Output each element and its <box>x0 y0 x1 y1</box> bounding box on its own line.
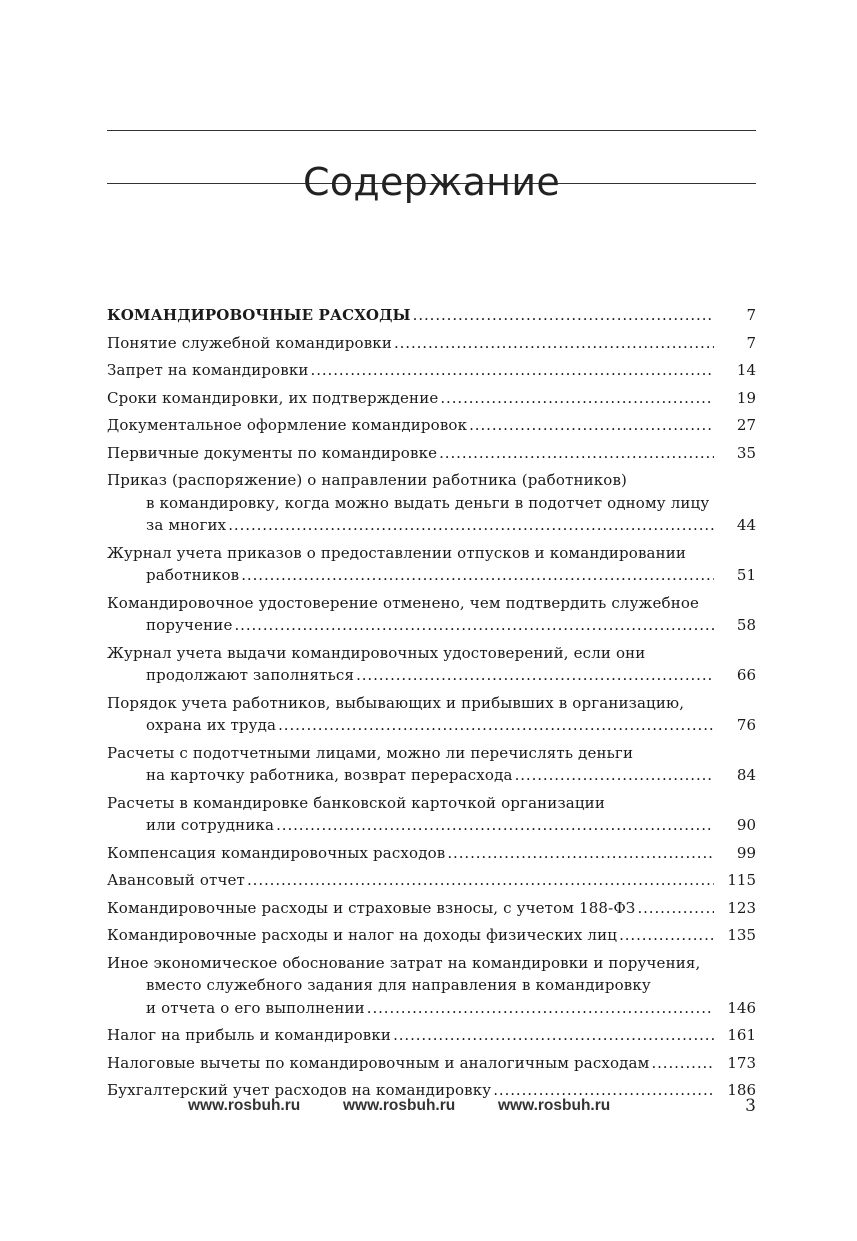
toc-entry-title: Расчеты в командировке банковской карточкой организации <box>107 793 605 812</box>
toc-entry-title: Первичные документы по командировке <box>107 443 438 462</box>
dot-leader <box>619 924 714 947</box>
toc-entry[interactable] <box>107 692 756 737</box>
dot-leader <box>515 764 714 787</box>
page-number: 3 <box>745 1096 756 1116</box>
toc-entry-page: 115 <box>727 871 756 889</box>
footer-url[interactable]: www.rosbuh.ru <box>343 1097 456 1114</box>
toc-entry-line <box>107 1052 756 1075</box>
dot-leader <box>394 332 714 355</box>
dot-leader <box>234 614 714 637</box>
toc-entry-title: Налог на прибыль и командировки <box>107 1026 392 1044</box>
dot-leader <box>469 414 714 437</box>
toc-entry[interactable] <box>107 1024 756 1047</box>
page-footer <box>188 1095 756 1119</box>
toc-entry[interactable] <box>107 869 756 892</box>
dot-leader <box>241 564 714 587</box>
toc-entry-title: Расчеты с подотчетными лицами, можно ли перечислять деньги <box>107 743 634 762</box>
toc-entry-page: 51 <box>736 566 756 584</box>
toc-entry-title: Авансовый отчет <box>107 871 245 889</box>
page-title: Содержание <box>303 160 560 205</box>
toc-entry-title: и отчета о его выполнении <box>146 998 365 1017</box>
dot-leader <box>637 897 714 920</box>
toc-entry-title: за многих <box>146 516 227 534</box>
toc-entry-page: 123 <box>727 898 756 917</box>
toc-entry-line <box>107 492 756 515</box>
toc-entry-title: Сроки командировки, их подтверждение <box>107 388 439 407</box>
toc-entry-page: 27 <box>736 416 756 434</box>
toc-entry-page: 14 <box>736 361 756 379</box>
dot-leader <box>278 714 714 737</box>
toc-entry-line <box>107 664 756 687</box>
toc-entry-line <box>107 952 756 975</box>
toc-entry-line <box>107 414 756 437</box>
toc-entry-title: или сотрудника <box>146 816 275 834</box>
toc-entry-title: Налоговые вычеты по командировочным и аналогичным расходам <box>107 1053 650 1072</box>
dot-leader <box>439 442 714 465</box>
toc-entry-title: КОМАНДИРОВОЧНЫЕ РАСХОДЫ <box>107 306 411 324</box>
dot-leader <box>367 997 714 1020</box>
toc-entry-title: вместо служебного задания для направления в командировку <box>146 976 651 994</box>
toc-entry[interactable] <box>107 469 756 537</box>
toc-entry-line <box>107 592 756 615</box>
toc-entry[interactable] <box>107 924 756 947</box>
toc-entry[interactable] <box>107 1052 756 1075</box>
footer-url[interactable]: www.rosbuh.ru <box>498 1097 611 1114</box>
toc-entry-title: Командировочные расходы и налог на доходы физических лиц <box>107 926 618 944</box>
toc-entry-line <box>107 1024 756 1047</box>
toc-entry-line <box>107 792 756 815</box>
toc-entry-title: Иное экономическое обоснование затрат на командировки и поручения, <box>107 953 701 972</box>
toc-entry-line <box>107 764 756 787</box>
toc-entry-line <box>107 897 756 920</box>
toc-entry-title: на карточку работника, возврат перерасхода <box>146 766 513 784</box>
toc-entry-line <box>107 842 756 865</box>
toc-entry-page: 7 <box>746 306 756 324</box>
dot-leader <box>228 514 714 537</box>
toc-entry[interactable] <box>107 359 756 382</box>
toc-entry[interactable] <box>107 387 756 410</box>
toc-entry-title: продолжают заполняться <box>146 666 355 684</box>
toc-entry-page: 44 <box>736 516 756 534</box>
toc-entry-page: 58 <box>736 616 756 634</box>
toc-entry-title: Командировочное удостоверение отменено, чем подтвердить служебное <box>107 593 700 612</box>
toc-entry[interactable] <box>107 952 756 1020</box>
toc-entry-line <box>107 542 756 565</box>
toc-entry-title: работников <box>146 566 240 584</box>
toc-entry[interactable] <box>107 304 756 327</box>
toc-entry-title: Командировочные расходы и страховые взносы, с учетом 188-ФЗ <box>107 898 636 917</box>
toc-entry-page: 84 <box>736 766 756 784</box>
dot-leader <box>440 387 714 410</box>
dot-leader <box>247 869 714 892</box>
toc-entry[interactable] <box>107 442 756 465</box>
toc-entry-line <box>107 332 756 355</box>
dot-leader <box>413 304 714 327</box>
dot-leader <box>276 814 714 837</box>
toc-entry-line <box>107 442 756 465</box>
toc-entry-page: 19 <box>736 388 756 407</box>
toc-entry-line <box>107 974 756 997</box>
toc-entry-title: Приказ (распоряжение) о направлении работника (работников) <box>107 471 628 489</box>
toc-entry-line <box>107 304 756 327</box>
toc-entry-page: 146 <box>727 998 756 1017</box>
toc-entry-page: 173 <box>727 1053 756 1072</box>
toc-entry-line <box>107 997 756 1020</box>
toc-entry-page: 99 <box>736 843 756 862</box>
toc-entry-page: 66 <box>736 666 756 684</box>
toc-entry-line <box>107 692 756 715</box>
toc-entry-title: Понятие служебной командировки <box>107 333 392 352</box>
toc-entry[interactable] <box>107 897 756 920</box>
toc-entry-title: Запрет на командировки <box>107 361 309 379</box>
toc-entry-title: в командировку, когда можно выдать деньги в подотчет одному лицу <box>146 493 710 512</box>
toc-entry-page: 161 <box>727 1026 756 1044</box>
toc-entry-line <box>107 714 756 737</box>
toc-entry[interactable] <box>107 742 756 787</box>
toc-entry-title: Документальное оформление командировок <box>107 416 468 434</box>
dot-leader <box>651 1052 714 1075</box>
toc-entry-line <box>107 814 756 837</box>
toc-entry-title: охрана их труда <box>146 716 277 734</box>
toc-entry-line <box>107 514 756 537</box>
toc-entry[interactable] <box>107 842 756 865</box>
toc-entry-line <box>107 642 756 665</box>
toc-entry[interactable] <box>107 542 756 587</box>
toc-entry-line <box>107 564 756 587</box>
toc-entry-page: 135 <box>727 926 756 944</box>
toc-entry[interactable] <box>107 792 756 837</box>
toc-entry-title: Компенсация командировочных расходов <box>107 843 446 862</box>
toc-entry-title: Порядок учета работников, выбывающих и прибывших в организацию, <box>107 693 685 712</box>
toc-entry-page: 35 <box>736 443 756 462</box>
toc-entry[interactable] <box>107 592 756 637</box>
toc-entry-title: Бухгалтерский учет расходов на командировку <box>107 1081 492 1099</box>
toc-entry-line <box>107 359 756 382</box>
dot-leader <box>393 1024 714 1047</box>
dot-leader <box>447 842 714 865</box>
toc-entry-line <box>107 869 756 892</box>
table-of-contents <box>107 304 756 1107</box>
toc-entry-line <box>107 469 756 492</box>
toc-entry-page: 90 <box>736 816 756 834</box>
toc-entry[interactable] <box>107 414 756 437</box>
toc-entry-line <box>107 614 756 637</box>
footer-url[interactable]: www.rosbuh.ru <box>188 1097 301 1114</box>
toc-entry-line <box>107 742 756 765</box>
dot-leader <box>311 359 714 382</box>
toc-entry-line <box>107 387 756 410</box>
toc-entry-page: 7 <box>746 333 756 352</box>
dot-leader <box>356 664 714 687</box>
toc-entry-title: поручение <box>146 616 233 634</box>
toc-entry-page: 76 <box>736 716 756 734</box>
toc-entry-page: 186 <box>727 1081 756 1099</box>
toc-entry-line <box>107 924 756 947</box>
toc-entry-title: Журнал учета выдачи командировочных удостоверений, если они <box>107 643 646 662</box>
page-header <box>107 130 756 205</box>
toc-entry[interactable] <box>107 642 756 687</box>
toc-entry-title: Журнал учета приказов о предоставлении отпусков и командировании <box>107 543 687 562</box>
toc-entry[interactable] <box>107 332 756 355</box>
